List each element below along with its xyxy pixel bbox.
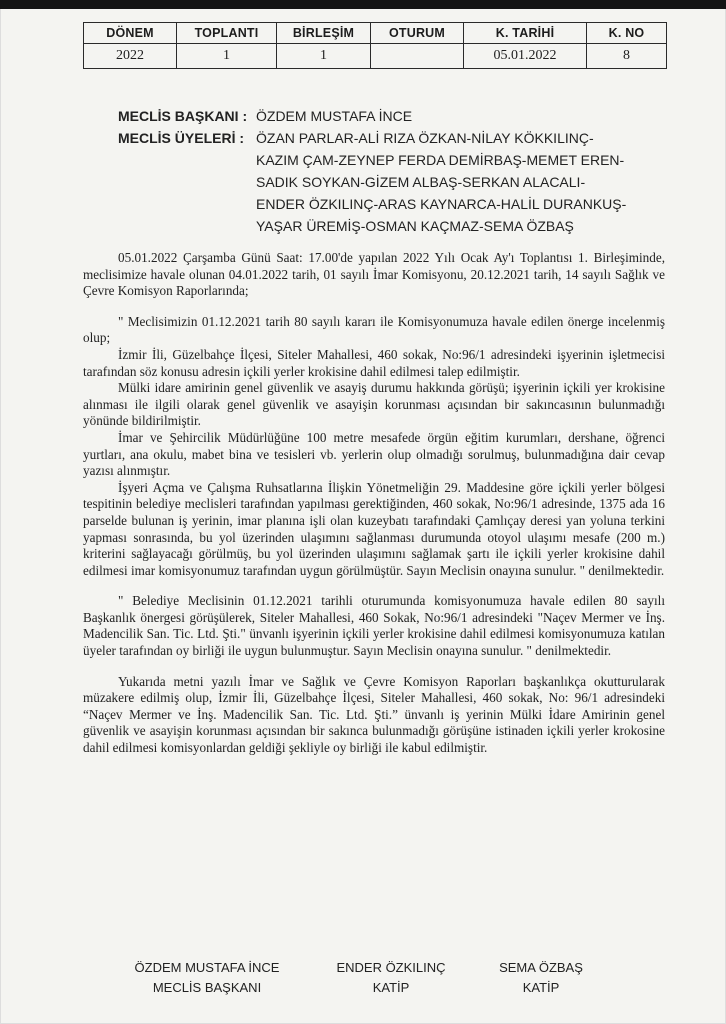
document-body xyxy=(83,250,665,757)
saglik-report-paragraph: " Belediye Meclisinin 01.12.2021 tarihli oturumunda komisyonumuza havale edilen 80 sayılı Başkanlık önergesi görüşülerek, Siteler Mahallesi, 460 Sokak, No:96/1 adresindeki "Naçev Mermer ve İnş. Madencilik San. Tic. Ltd. Şti." ünvanlı işyerinin içkili yerler krokisine dahil edilmesi komisyonumuza katılan üyeler tarafından oy birliği ile uygun bulunmuştur. Sayın Meclisin onayına sunulur. " denilmektedir. xyxy=(83,593,665,659)
signatory-title: KATİP xyxy=(522,980,560,995)
members-line: ENDER ÖZKILINÇ-ARAS KAYNARCA-HALİL DURANKUŞ- xyxy=(256,196,627,212)
president-name: ÖZDEM MUSTAFA İNCE xyxy=(256,108,413,124)
imar-report-paragraph: Mülki idare amirinin genel güvenlik ve asayiş durumu hakkında görüşü; işyerinin içkili yer krokisine alınması ile ilgili olarak genel güvenlik ve asayişin korunması açısından bir sakıncasının bulunmadığı yönünde bildirilmiştir. xyxy=(83,380,665,429)
members-line: YAŞAR ÜREMİŞ-OSMAN KAÇMAZ-SEMA ÖZBAŞ xyxy=(256,218,574,234)
president-label: MECLİS BAŞKANI : xyxy=(118,108,248,124)
decision-info-table xyxy=(83,22,667,69)
col-header-donem: DÖNEM xyxy=(84,23,177,44)
signatory-title: KATİP xyxy=(372,980,410,995)
signatory-name: ENDER ÖZKILINÇ xyxy=(336,960,446,975)
cell-donem: 2022 xyxy=(84,44,177,69)
col-header-oturum: OTURUM xyxy=(371,23,464,44)
decision-paragraph: Yukarıda metni yazılı İmar ve Sağlık ve Çevre Komisyon Raporları başkanlıkça okutturularak müzakere edilmiş olup, İzmir İli, Güzelbahçe İlçesi, Siteler Mahallesi, 460 sokak, No: 96/1 adresindeki “Naçev Mermer ve İnş. Madencilik San. Tic. Ltd. Şti.” ünvanlı iş yerinin Mülki İdare Amirinin genel güvenlik ve asayişin korunması açısından bir sakınca bulunmadığı görüşüne istinaden içkili yerler krokosine dahil edilmesi komisyonlardan geldiği şekliyle oy birliği ile kabul edilmiştir. xyxy=(83,673,665,756)
cell-toplanti: 1 xyxy=(177,44,277,69)
col-header-birlesim: BİRLEŞİM xyxy=(277,23,371,44)
table-row xyxy=(84,44,667,69)
scan-edge xyxy=(0,0,726,9)
cell-karar-no: 8 xyxy=(587,44,667,69)
council-attendance xyxy=(118,105,678,237)
signatory-name: SEMA ÖZBAŞ xyxy=(499,960,583,975)
imar-report-paragraph: İzmir İli, Güzelbahçe İlçesi, Siteler Mahallesi, 460 sokak, No:96/1 adresindeki işyerinin işletmecisi tarafından söz konusu adresin içkili yerler krokisine dahil edilmesi talep edilmiştir. xyxy=(83,346,665,379)
president-row xyxy=(118,105,678,127)
col-header-karar-no: K. NO xyxy=(587,23,667,44)
signature-clerk-1 xyxy=(318,958,464,998)
table-header-row xyxy=(84,23,667,44)
members-line: ÖZAN PARLAR-ALİ RIZA ÖZKAN-NİLAY KÖKKILINÇ- xyxy=(256,130,594,146)
signature-president xyxy=(112,958,302,998)
members-label: MECLİS ÜYELERİ : xyxy=(118,130,245,146)
imar-report-paragraph: İmar ve Şehircilik Müdürlüğüne 100 metre mesafede örgün eğitim kurumları, dershane, öğrenci yurtları, ana okulu, mabet bina ve tesisleri vb. yerlerin olup olmadığı sorulmuş, bulunmadığına dair cevap yazısı alınmıştır. xyxy=(83,429,665,479)
cell-birlesim: 1 xyxy=(277,44,371,69)
imar-report-paragraph: İşyeri Açma ve Çalışma Ruhsatlarına İlişkin Yönetmeliğin 29. Maddesine göre içkili yerler bölgesi tespitinin belediye meclisleri tarafından yapılması gerektiğinden, 460 sokak, No:96/1 adresinde, 1375 ada 16 parselde bulunan iş yerinin, imar planına işli olan kuzeybatı tarafındaki Çamlıçay deresi yan yoluna terkini yapması sonrasında, bu yol üzerinden ulaşımını sağlanması durumunda otoyol ulaşımı mesafe (200 m.) kriterini sağlayacağı görülmüş, bu yol üzerinden ulaşımını sağlamak şartı ile içkili yerler krokisine dahil edilmesi imar komisyonumuz tarafından uygun görülmüştür. Sayın Meclisin onayına sunulur. " denilmektedir. xyxy=(83,479,665,578)
members-row xyxy=(118,127,678,149)
signatory-title: MECLİS BAŞKANI xyxy=(152,980,262,995)
col-header-toplanti: TOPLANTI xyxy=(177,23,277,44)
members-line: SADIK SOYKAN-GİZEM ALBAŞ-SERKAN ALACALI- xyxy=(256,174,586,190)
imar-report-paragraph: " Meclisimizin 01.12.2021 tarih 80 sayılı kararı ile Komisyonumuza havale edilen önerge incelenmiş olup; xyxy=(83,313,665,346)
intro-paragraph: 05.01.2022 Çarşamba Günü Saat: 17.00'de yapılan 2022 Yılı Ocak Ay'ı Toplantısı 1. Birleşiminde, meclisimize havale olunan 04.01.2022 tarih, 01 sayılı İmar Komisyonu, 20.12.2021 tarih, 14 sayılı Sağlık ve Çevre Komisyon Raporlarında; xyxy=(83,250,665,299)
cell-karar-tarihi: 05.01.2022 xyxy=(464,44,587,69)
col-header-karar-tarihi: K. TARİHİ xyxy=(464,23,587,44)
signatory-name: ÖZDEM MUSTAFA İNCE xyxy=(134,960,280,975)
signature-clerk-2 xyxy=(478,958,604,998)
members-line: KAZIM ÇAM-ZEYNEP FERDA DEMİRBAŞ-MEMET EREN- xyxy=(256,152,625,168)
cell-oturum xyxy=(371,44,464,69)
